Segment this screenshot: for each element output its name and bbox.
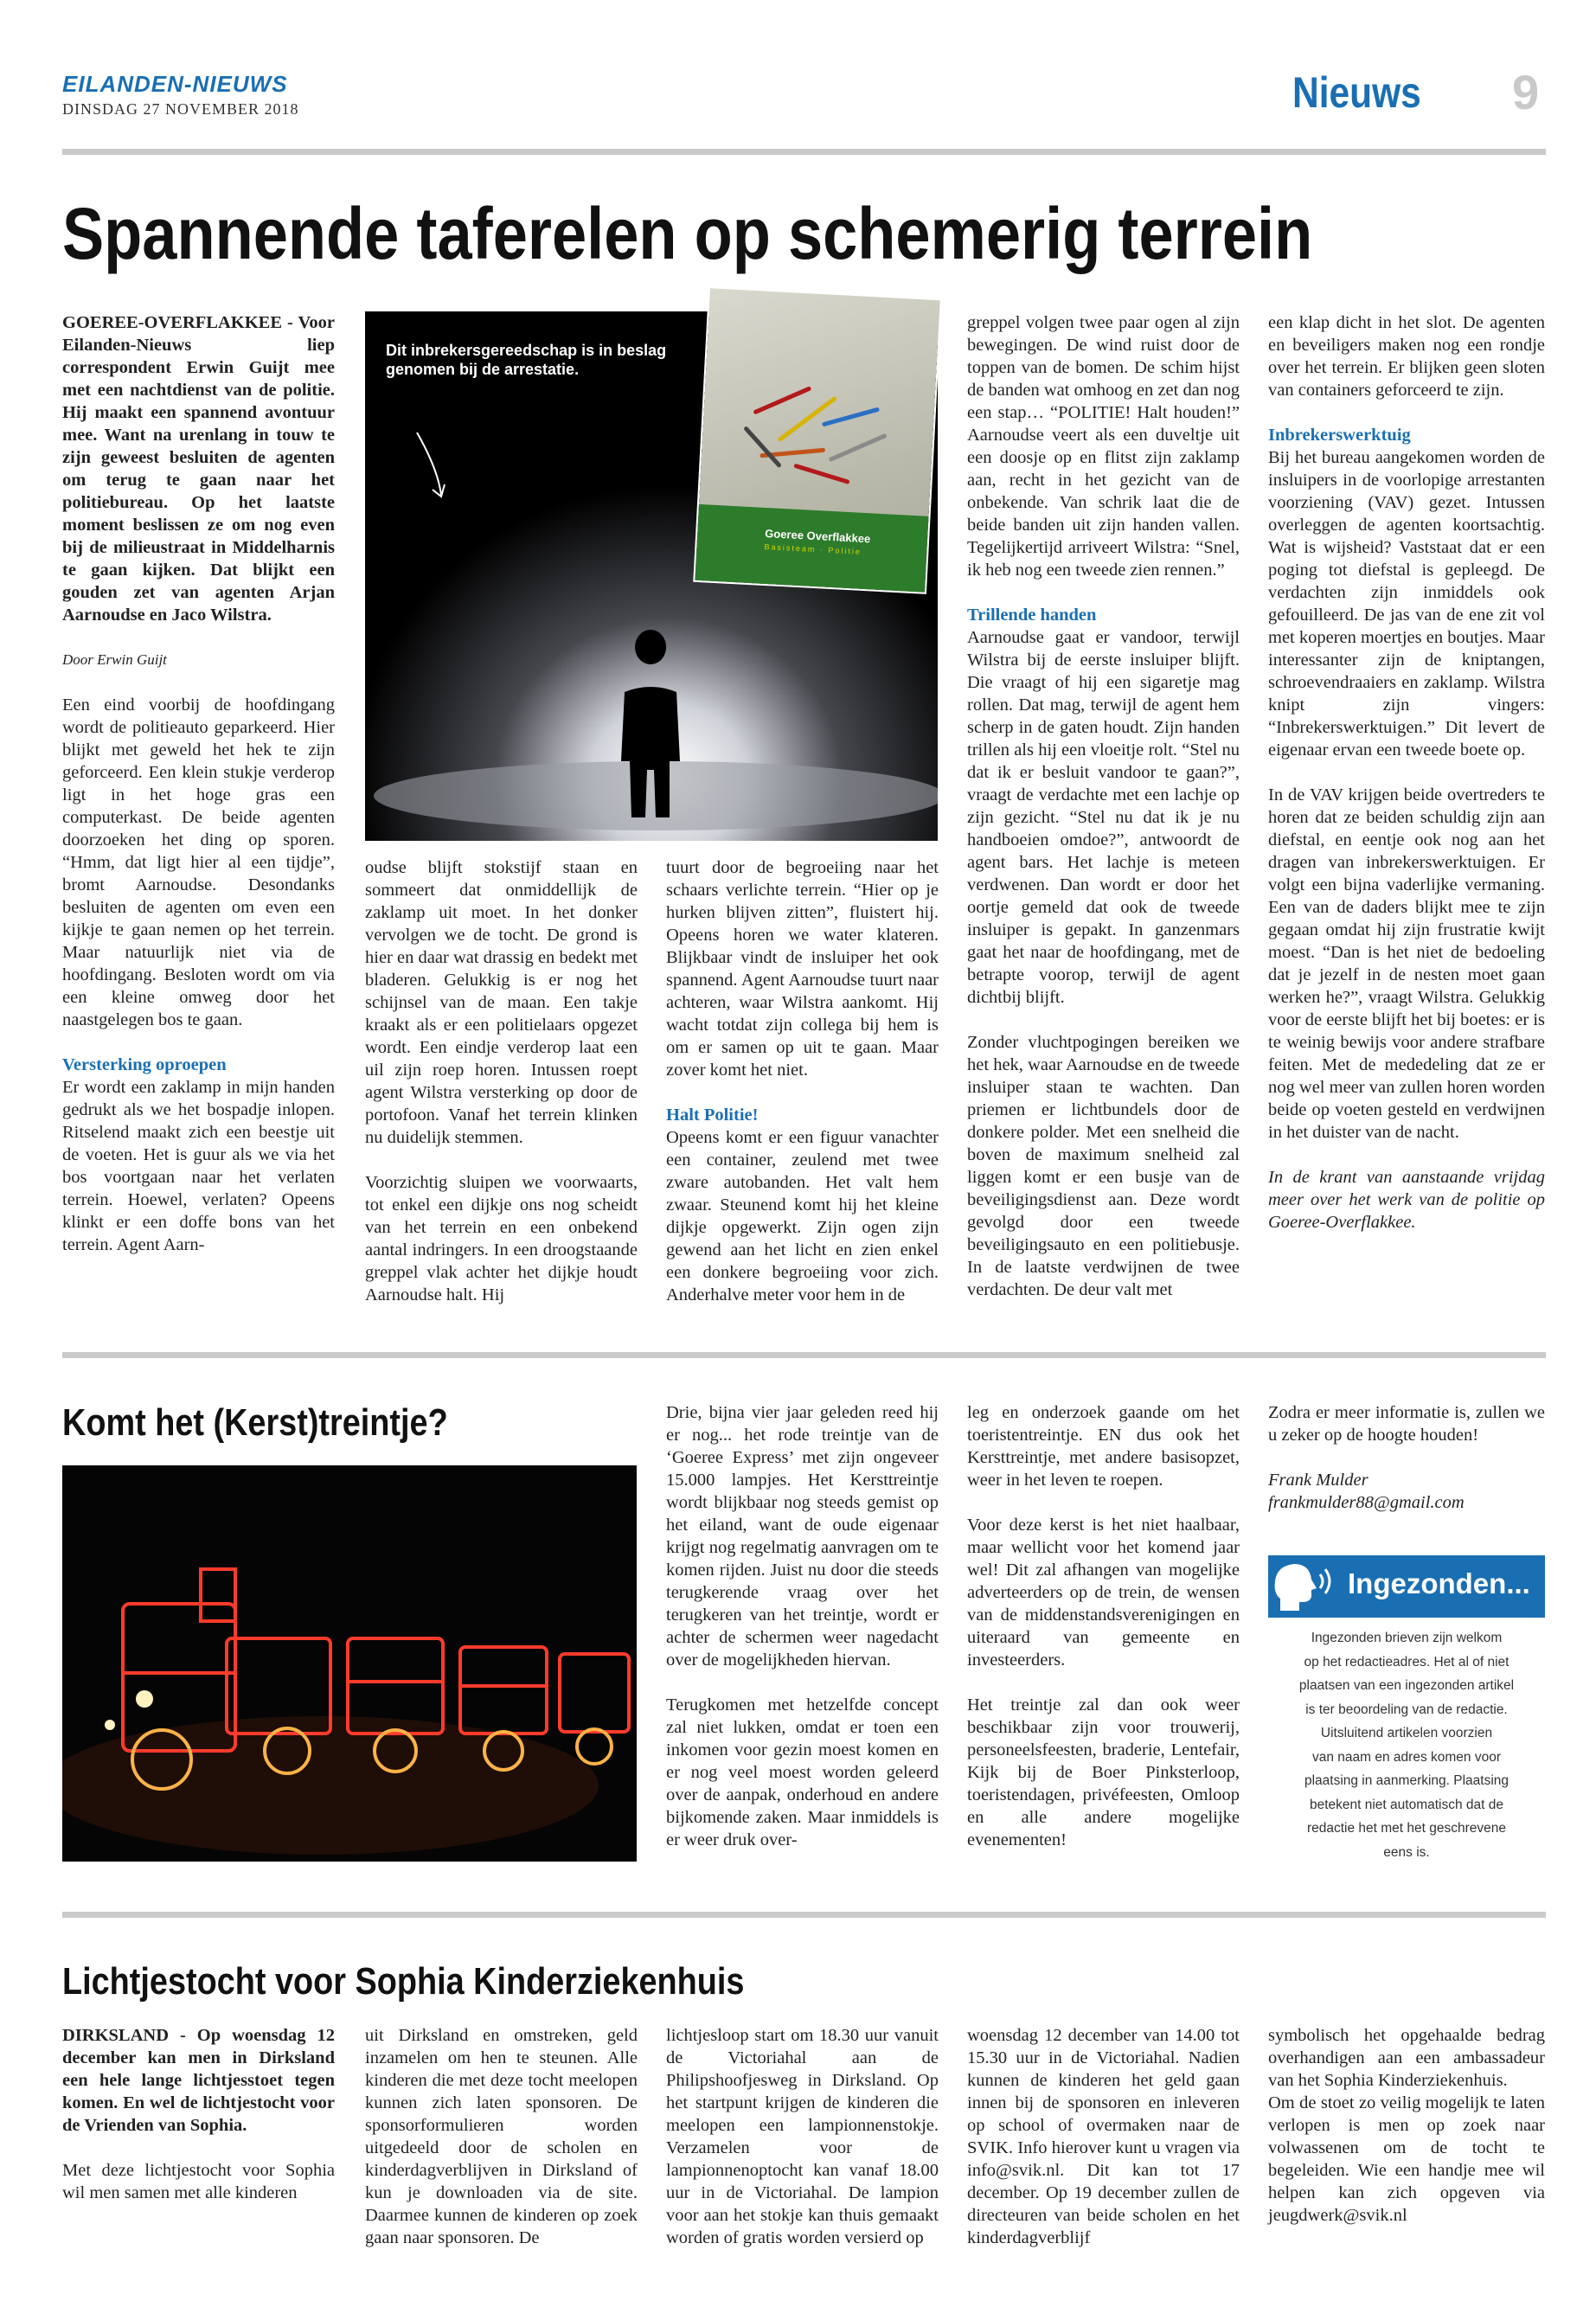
article-paragraph: lichtjesloop start om 18.30 uur vanuit de Victoriahal aan de Philipshoofjesweg in Dirksland. Op het startpunt krijgen de kinderen die meelopen een lampionnenstokje. Verzamelen voor de lampionnenoptocht kan vanaf 18.00 uur in de Victoriahal. De lampion voor aan het stokje kan thuis gemaakt worden of gratis worden versierd op [666,2026,939,2247]
article-column-4 [967,2024,1240,2272]
ingezonden-banner [1268,1555,1545,1618]
signature-name: Frank Mulder [1268,1471,1368,1490]
article-paragraph: woensdag 12 december van 14.00 tot 15.30 uur in de Victoriahal. Nadien kunnen de kinderen het geld gaan innen bij de sponsoren en inleveren op school of overmaken naar de SVIK. Info hierover kunt u vragen via info@svik.nl. Dit kan tot 17 december. Op 19 december zullen de directeuren van beide scholen en het kinderdagverblijf [967,2026,1240,2247]
article-subhead: Versterking oproepen [62,1055,227,1074]
article-paragraph: Aarnoudse gaat er vandoor, terwijl Wilstra bij de eerste insluiper blijft. Die vraagt of hij een sigaretje mag rollen. Dat mag, terwijl de agent hem scherp in de gaten houdt. Zijn handen trillen als hij een vloeitje rolt. “Stel nu dat ik er besluit vandoor te gaan?”, vraagt de verdachte met een lachje op zijn gezicht. “Stel nu dat ik je nu handboeien omdoe?”, antwoordt de agent bars. Het lachje is meteen verdwenen. Dan wordt er door het oortje gemeld dat ook de tweede insluiper is gepakt. In ganzenmars gaat het naar de hoofdingang, met de betrapte voorop, terwijl de agent dichtbij blijft. [967,628,1240,1007]
issue-date: DINSDAG 27 NOVEMBER 2018 [62,100,299,118]
article-paragraph: Opeens komt er een figuur vanachter een container, zeulend met twee zware autobanden. Het valt hem zwaar. Steunend komt hij het kleine dijkje opgewerkt. Zijn ogen zijn gewend aan het licht en zien enkel een donkere begroeiing voor zich. Anderhalve meter voor hem in de [666,1128,939,1304]
article-column-2 [365,856,638,1329]
article-column-2 [365,2024,638,2272]
article-paragraph: uit Dirksland en omstreken, geld inzamelen om hen te steunen. Alle kinderen die met deze tocht meelopen kunnen zich laten sponsoren. De sponsorformulieren worden uitgedeeld door de scholen en kinderdagverblijven in Dirksland of kun je downloaden via de site. Daarmee kunnen de kinderen op zoek gaan naar sponsoren. De [365,2026,638,2247]
article-subhead: Inbrekerswerktuig [1268,426,1411,445]
article-paragraph: Met deze lichtjestocht voor Sophia wil men samen met alle kinderen [62,2161,335,2202]
notice-line: Uitsluitend artikelen voorzien [1320,1726,1493,1740]
article-paragraph: greppel volgen twee paar ogen al zijn bewegingen. De wind ruist door de toppen van de bomen. De schim hijst de banden wat omhoog en zet dan nog een stap… “POLITIE! Halt houden!” Aarnoudse veert als een duveltje uit een doosje op en flitst zijn zaklamp aan, recht in het gezicht van de onbekende. Van schrik laat die de beide banden uit zijn handen vallen. Tegelijkertijd arriveert Wilstra: “Snel, ik heb nog een tweede zien rennen.” [967,313,1240,580]
inset-sublabel: Basisteam · Politie [764,542,862,556]
article-column-3 [967,1401,1240,1874]
article-headline: Komt het (Kerst)treintje? [62,1401,448,1444]
notice-line: plaatsen van een ingezonden artikel [1298,1678,1515,1693]
section-divider [62,1912,1546,1918]
article-paragraph: tuurt door de begroeiing naar het schaars verlichte terrein. “Hier op je hurken blijven zitten”, fluistert hij. Opeens horen we water klateren. Blijkbaar vindt de insluiper het ook spannend. Agent Aarnoudse tuurt naar achteren, waar Wilstra aankomt. Hij wacht totdat zijn collega bij hem is om er samen op uit te gaan. Maar zover komt het niet. [666,858,939,1080]
article-paragraph: Zodra er meer informatie is, zullen we u zeker op de hoogte houden! [1268,1403,1545,1445]
signature-email[interactable]: frankmulder88@gmail.com [1268,1493,1465,1512]
train-illustration [62,1465,637,1862]
article-column-3 [666,2024,939,2272]
article-byline: Door Erwin Guijt [62,651,167,668]
article-paragraph: Voor deze kerst is het niet haalbaar, maar wellicht voor het komend jaar wel! Dit zal afhangen van mogelijke adverteerders op de trein, de wensen van de middenstandsverenigingen en uiteraard van gemeente en investeerders. [967,1516,1240,1670]
article-column-5 [1268,2024,1545,2249]
article-paragraph: leg en onderzoek gaande om het toeristentreintje. EN dus ook het Kersttreintje, met andere basisopzet, weer in het leven te roepen. [967,1403,1240,1490]
speaking-head-icon [1268,1555,1337,1618]
photo-caption: Dit inbrekersgereedschap is in beslag genomen bij de arrestatie. [386,342,667,378]
article-paragraph: Zonder vluchtpogingen bereiken we het hek, waar Aarnoudse en de tweede insluiper staan te wachten. Dan priemen er lichtbundels door de donkere polder. Met een snelheid die boven de maximum snelheid zal liggen komt er een busje van de beveiligingsdienst aan. Deze wordt gevolgd door een tweede beveiligingsauto en een politiebusje. In de laatste verdwijnen de twee verdachten. De deur valt met [967,1033,1240,1299]
top-divider [62,149,1546,155]
page-number: 9 [1512,65,1540,119]
article-paragraph: Voorzichtig sluipen we voorwaarts, tot enkel een dijkje ons nog scheidt van het terrein en een onbekend aantal indringers. In een droogstaande greppel vlak achter het dijkje houdt Aarnoudse halt. Hij [365,1173,638,1304]
notice-line: van naam en adres komen voor [1312,1749,1501,1765]
notice-line: op het redactieadres. Het al of niet [1304,1654,1509,1670]
article-paragraph: In de VAV krijgen beide overtreders te horen dat ze beiden schuldig zijn aan diefstal, en eentje ook nog aan het dragen van inbrekerswerktuigen. Er volgt een bijna vaderlijke vermaning. Een van de daders blijkt mee te zijn gegaan omdat hij zijn frustratie kwijt moest. “Dan is het niet de bedoeling dat je jezelf in de nesten moet gaan werken he?”, vraagt Wilstra. Gelukkig voor de eerste blijft het bij boetes: er is te weinig bewijs voor andere strafbare feiten. Met de mededeling dat ze er nog wel meer van zullen horen worden beide op voeten gesteld en verdwijnen in het duister van de nacht. [1268,785,1545,1142]
article-headline: Spannende taferelen op schemerig terrein [62,193,1313,274]
notice-line: is ter beoordeling van de redactie. [1305,1702,1508,1717]
article-paragraph: Bij het bureau aangekomen worden de insluipers in de voorlopige arrestanten voorziening (VAV) gezet. Intussen overleggen de agenten koortsachtig. Wat is wijsheid? Vaststaat dat er een poging tot diefstal is gepleegd. De verdachten zijn inmiddels ook gefouilleerd. De jas van de ene zit vol met koperen moertjes en boutjes. Maar interessanter zijn de kniptangen, schroevendraaiers en zaklamp. Wilstra knipt zijn vingers: “Inbrekerswerktuigen.” Dit levert de eigenaar ervan een tweede boete op. [1268,448,1545,760]
article-column-2 [666,1401,939,1874]
article-paragraph: oudse blijft stokstijf staan en sommeert dat onmiddellijk de zaklamp uit moet. In het donker vervolgen we de tocht. De grond is hier en daar wat drassig en bedekt met bladeren. Gelukkig is er nog het schijnsel van de maan. Een takje kraakt als er een politielaars opgezet wordt. Een eindje verderop laat een uil zijn roep horen. Intussen roept agent Wilstra versterking op door de portofoon. Vanaf het terrein klinken nu duidelijk stemmen. [365,858,638,1147]
ingezonden-title: Ingezonden... [1348,1567,1530,1599]
section-divider [62,1352,1546,1358]
notice-line: redactie het met het geschrevene [1306,1821,1507,1836]
notice-line: betekent niet automatisch dat de [1309,1797,1504,1812]
article-column-3 [666,856,939,1329]
article-lede: GOEREE-OVERFLAKKEE - Voor Eilanden-Nieuws liep correspondent Erwin Guijt mee met een nachtdienst van de politie. Hij maakt een spannend avontuur mee. Want na urenlang in touw te zijn geweest besluiten de agenten om terug te gaan naar het politiebureau. Op het laatste moment beslissen ze om nog even bij de milieustraat in Middelharnis te gaan kijken. Dat blijkt een gouden zet van agenten Arjan Aarnoudse en Jaco Wilstra. [62,313,335,625]
article-paragraph: symbolisch het opgehaalde bedrag overhandigen aan een ambassadeur van het Sophia Kinderziekenhuis. [1268,2026,1545,2090]
notice-line: Ingezonden brieven zijn welkom [1311,1631,1503,1645]
section-label: Nieuws [1292,68,1421,117]
ingezonden-notice [1268,1626,1545,1864]
article-column-1 [62,2024,335,2227]
article-column-1 [62,311,335,1279]
notice-line: eens is. [1383,1844,1430,1860]
article-photo-train [62,1465,637,1862]
newspaper-logo: EILANDEN-NIEUWS [62,71,288,97]
article-paragraph: een klap dicht in het slot. De agenten en beveiligers maken nog een rondje over het terrein. Er blijken geen sloten van containers geforceerd te zijn. [1268,313,1545,400]
article-footnote: In de krant van aanstaande vrijdag meer over het werk van de politie op Goeree-Overflakkee. [1268,1168,1545,1232]
article-subhead: Trillende handen [967,606,1097,625]
article-column-4 [1268,1401,1545,1514]
article-paragraph: Drie, bijna vier jaar geleden reed hij er nog... het rode treintje van de ‘Goeree Express’ met zijn ongeveer 15.000 lampjes. Het Kersttreintje wordt blijkbaar nog steeds gemist op het eiland, want de oude eigenaar krijgt nog regelmatig aanvragen om te komen rijden. Juist nu door die steeds terugkerende vraag over het terugkeren van het treintje, wordt er achter de schermen weer nagedacht over de mogelijkheden hiervan. [666,1403,939,1670]
article-paragraph: Een eind voorbij de hoofdingang wordt de politieauto geparkeerd. Hier blijkt met geweld het hek te zijn geforceerd. Een klein stukje verderop ligt in het hoge gras een computerkast. De beide agenten doorzoeken het ding op sporen. “Hmm, dat ligt hier al een tijdje”, bromt Aarnoudse. Desondanks besluiten de agenten om even een kijkje te gaan nemen op het terrein. Maar natuurlijk niet via de hoofdingang. Besloten wordt om via een kleine omweg door het naastgelegen bos te gaan. [62,695,335,1029]
inset-label: Goeree Overflakkee [764,526,871,546]
article-paragraph: Het treintje zal dan ook weer beschikbaar zijn voor trouwerij, personeelsfeesten, braderie, Lentefair, Kijk bij de Boer Pinksterloop, toeristendagen, privéfeesten, Omloop en alle andere mogelijke evenementen! [967,1695,1240,1849]
article-headline: Lichtjestocht voor Sophia Kinderziekenhuis [62,1960,745,2003]
article-paragraph: Er wordt een zaklamp in mijn handen gedrukt als we het bospadje inlopen. Ritselend maakt zich een beestje uit de voeten. Het is guur als we via het bos voortgaan naar het verlaten terrein. Hoewel, verlaten? Opeens klinkt er een doffe bons van het terrein. Agent Aarn- [62,1078,335,1254]
article-column-5 [1268,311,1545,1256]
article-photo-tools [695,288,939,592]
article-paragraph: Terugkomen met hetzelfde concept zal niet lukken, omdat er toen een inkomen voor gezin moest komen en er nog veel moest worden geleerd over de aanpak, onderhoud en andere bijkomende zaken. Maar inmiddels is er weer druk over- [666,1695,939,1849]
article-column-4 [967,311,1240,1324]
article-subhead: Halt Politie! [666,1106,759,1125]
notice-line: plaatsing in aanmerking. Plaatsing [1304,1773,1509,1788]
article-lede: DIRKSLAND - Op woensdag 12 december kan men in Dirksland een hele lange lichtjesstoet tegen komen. En wel de lichtjestocht voor de Vrienden van Sophia. [62,2026,335,2135]
article-paragraph: Om de stoet zo veilig mogelijk te laten verlopen is men op zoek naar volwassenen om de tocht te begeleiden. Wie een handje mee wil helpen kan zich opgeven via jeugdwerk@svik.nl [1268,2093,1545,2225]
